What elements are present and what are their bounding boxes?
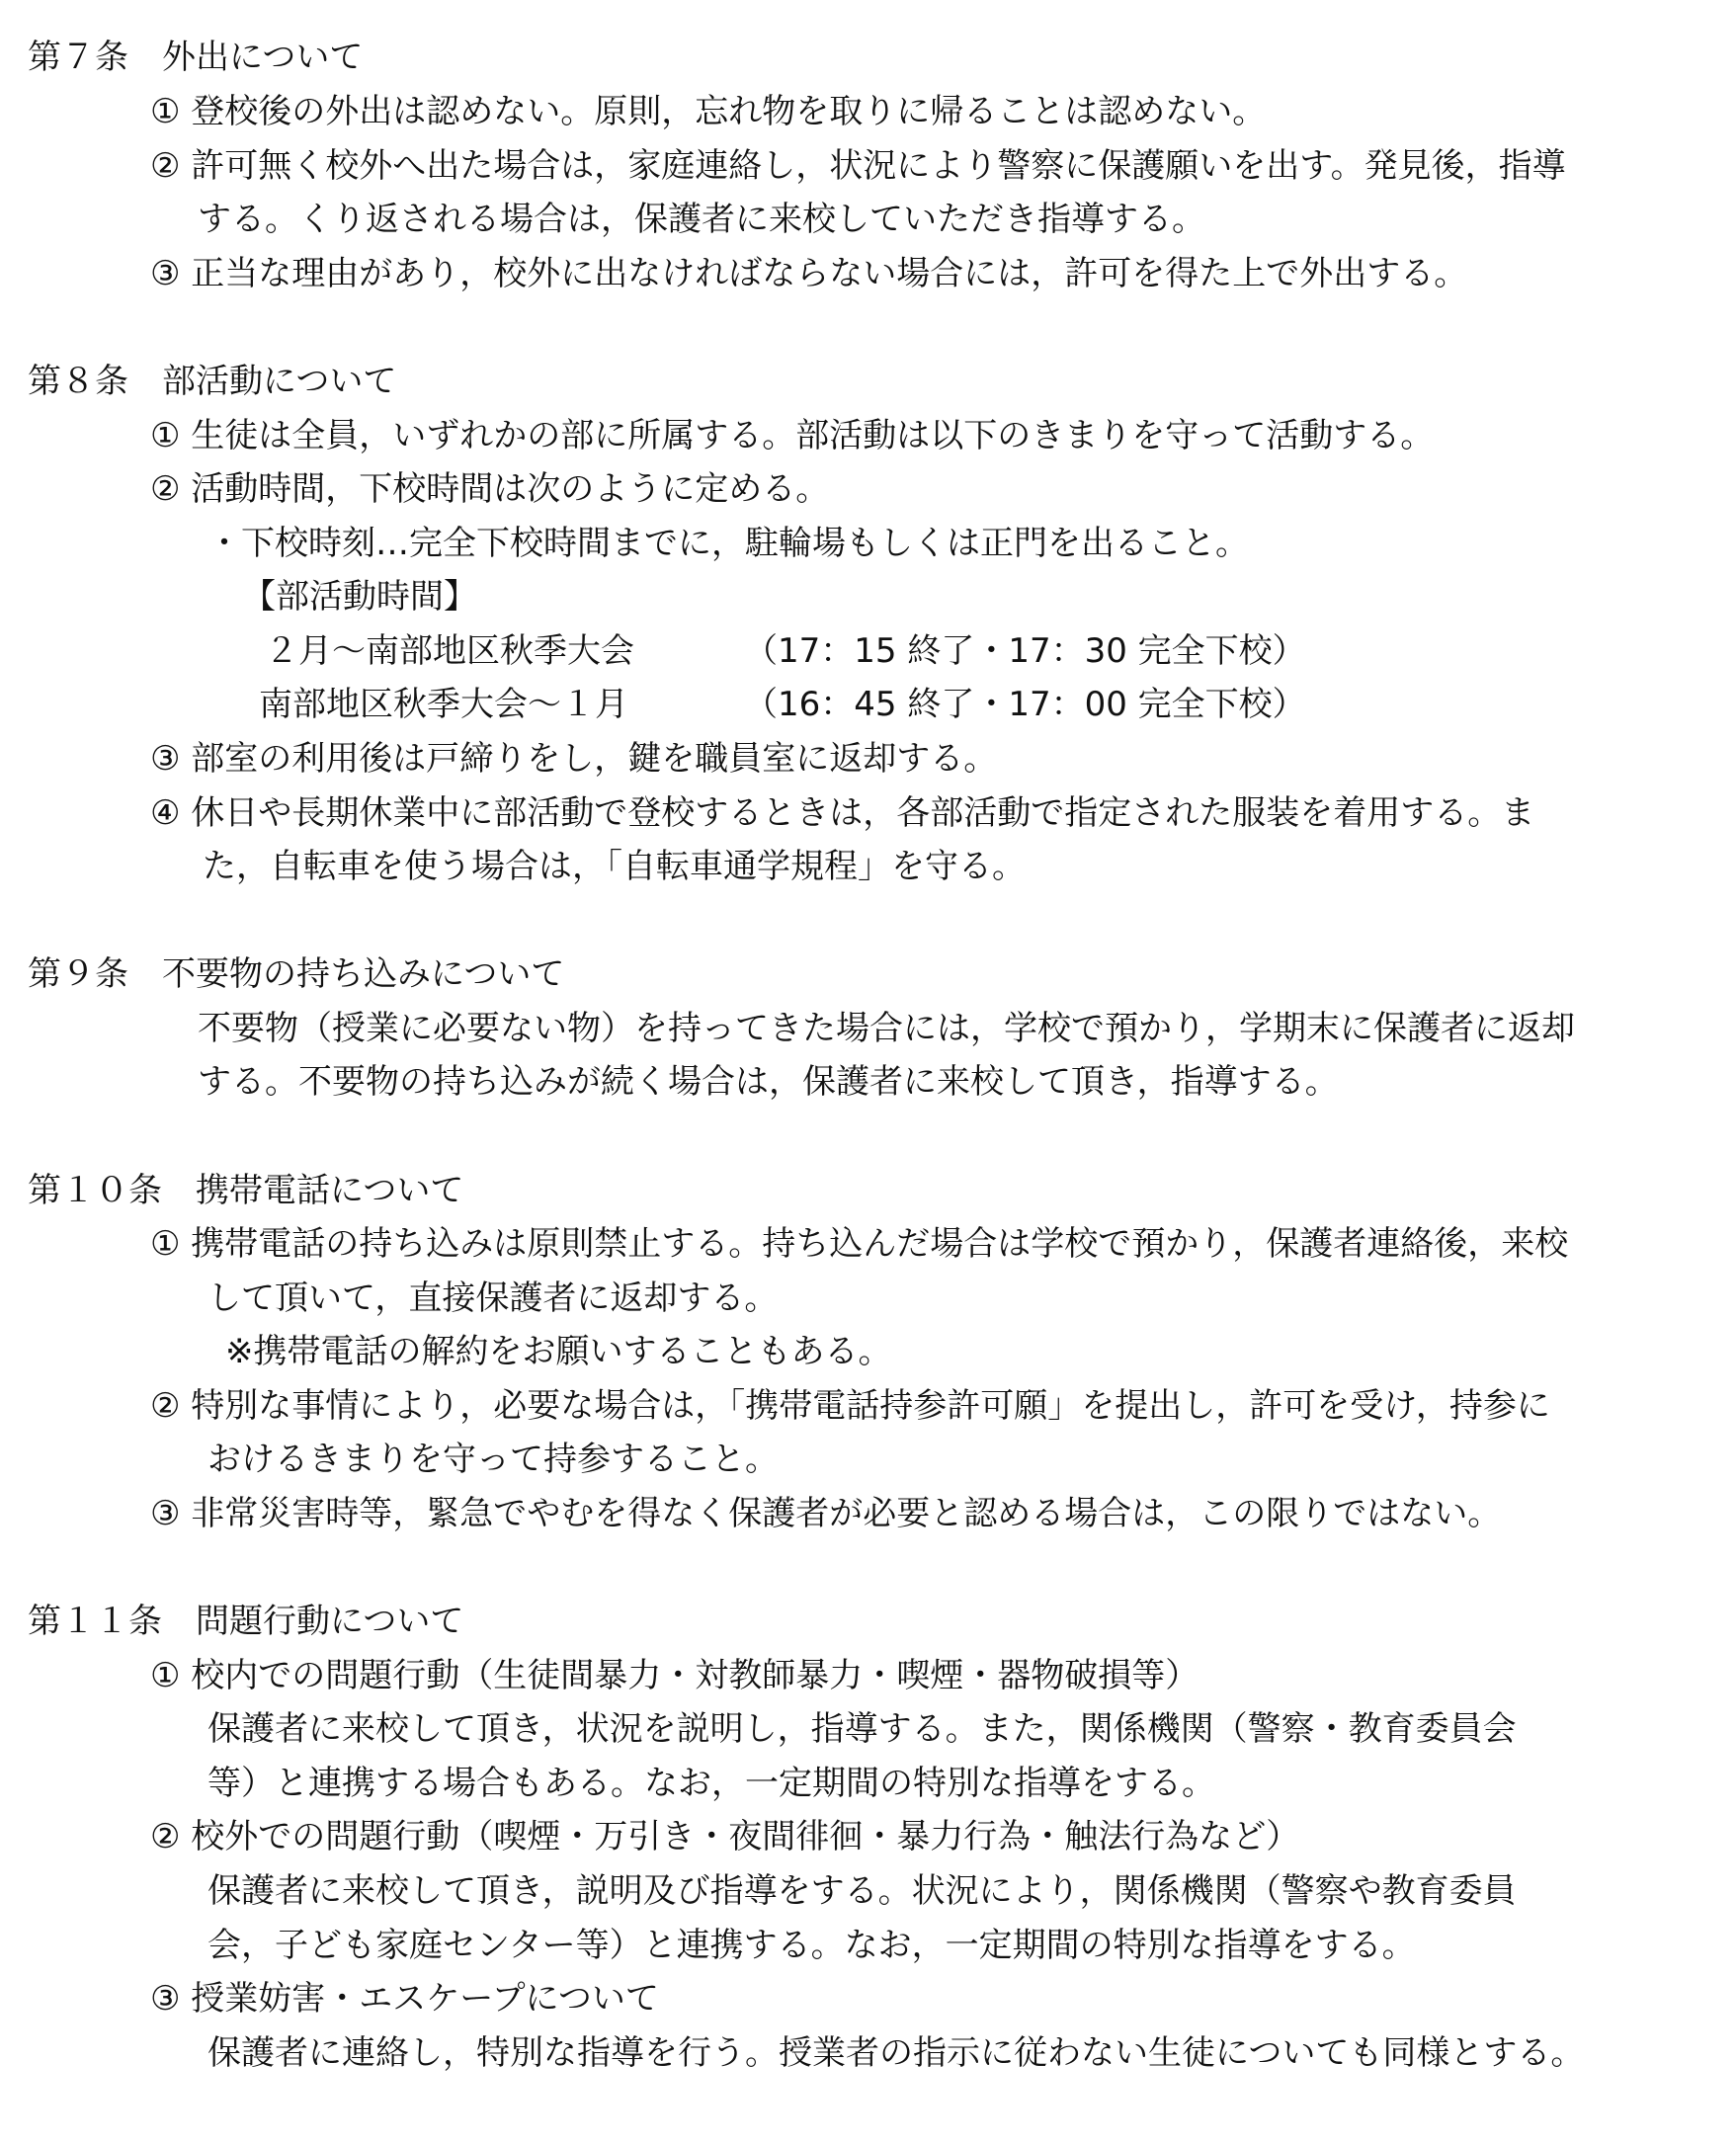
article10-item3-line1: ③ 非常災害時等，緊急でやむを得なく保護者が必要と認める場合は，この限りではない。 [150, 1494, 1502, 1533]
article8-item1-line1: ① 生徒は全員，いずれかの部に所属する。部活動は以下のきまりを守って活動する。 [150, 416, 1435, 455]
article11-item3-line2: 保護者に連絡し，特別な指導を行う。授業者の指示に従わない生徒についても同様とする。 [207, 2033, 1585, 2073]
article8-schedule1-period: ２月～南部地区秋季大会 [265, 631, 634, 671]
article10-item1-line1: ① 携帯電話の持ち込みは原則禁止する。持ち込んだ場合は学校で預かり，保護者連絡後，来校 [150, 1224, 1569, 1264]
article8-schedule2-period: 南部地区秋季大会～１月 [259, 685, 628, 724]
article7-item3-line1: ③ 正当な理由があり，校外に出なければならない場合には，許可を得た上で外出する。 [150, 254, 1468, 293]
article7-item2-line2: する。くり返される場合は，保護者に来校していただき指導する。 [198, 200, 1205, 239]
article11-item1-line2: 保護者に来校して頂き，状況を説明し，指導する。また，関係機関（警察・教育委員会 [207, 1709, 1517, 1749]
article8-schedule2-time: （16：45 終了・17：00 完全下校） [744, 685, 1306, 724]
article7-item1-line1: ① 登校後の外出は認めない。原則，忘れ物を取りに帰ることは認めない。 [150, 92, 1267, 131]
article10-item2-line2: おけるきまりを守って持参すること。 [207, 1440, 779, 1479]
article11-item2-line3: 会，子ども家庭センター等）と連携する。なお，一定期間の特別な指導をする。 [207, 1926, 1416, 1965]
article10-item1-line2: して頂いて，直接保護者に返却する。 [207, 1278, 779, 1318]
article11-item3-line1: ③ 授業妨害・エスケープについて [150, 1979, 659, 2019]
article10-heading: 第１０条 携帯電話について [28, 1171, 464, 1210]
article8-item3-line1: ③ 部室の利用後は戸締りをし，鍵を職員室に返却する。 [150, 739, 998, 779]
article8-schedule-title: 【部活動時間】 [242, 577, 477, 617]
article9-body-line2: する。不要物の持ち込みが続く場合は，保護者に来校して頂き，指導する。 [198, 1062, 1339, 1102]
article11-item2-line1: ② 校外での問題行動（喫煙・万引き・夜間徘徊・暴力行為・触法行為など） [150, 1817, 1300, 1856]
article7-heading: 第７条 外出について [28, 38, 364, 77]
article9-heading: 第９条 不要物の持ち込みについて [28, 954, 565, 994]
article8-item4-line1: ④ 休日や長期休業中に部活動で登校するときは，各部活動で指定された服装を着用する。ま [150, 793, 1535, 833]
article7-item2-line1: ② 許可無く校外へ出た場合は，家庭連絡し，状況により警察に保護願いを出す。発見後，指導 [150, 146, 1566, 186]
article8-heading: 第８条 部活動について [28, 362, 397, 401]
article8-item4-line2: た，自転車を使う場合は，「自転車通学規程」を守る。 [203, 847, 1026, 886]
article11-item2-line2: 保護者に来校して頂き，説明及び指導をする。状況により，関係機関（警察や教育委員 [207, 1871, 1517, 1911]
article9-body-line1: 不要物（授業に必要ない物）を持ってきた場合には，学校で預かり，学期末に保護者に返却 [198, 1009, 1575, 1048]
article10-note: ※携帯電話の解約をお願いすることもある。 [225, 1332, 892, 1371]
article11-item1-line3: 等）と連携する場合もある。なお，一定期間の特別な指導をする。 [207, 1764, 1215, 1803]
article8-item2-line1: ② 活動時間，下校時間は次のように定める。 [150, 469, 830, 509]
article10-item2-line1: ② 特別な事情により，必要な場合は，「携帯電話持参許可願」を提出し，許可を受け，持参に [150, 1386, 1550, 1426]
article11-item1-line1: ① 校内での問題行動（生徒間暴力・対教師暴力・喫煙・器物破損等） [150, 1656, 1199, 1695]
article8-bullet: ・下校時刻…完全下校時間までに，駐輪場もしくは正門を出ること。 [207, 524, 1249, 563]
article11-heading: 第１１条 問題行動について [28, 1602, 464, 1641]
article8-schedule1-time: （17：15 終了・17：30 完全下校） [744, 631, 1306, 671]
